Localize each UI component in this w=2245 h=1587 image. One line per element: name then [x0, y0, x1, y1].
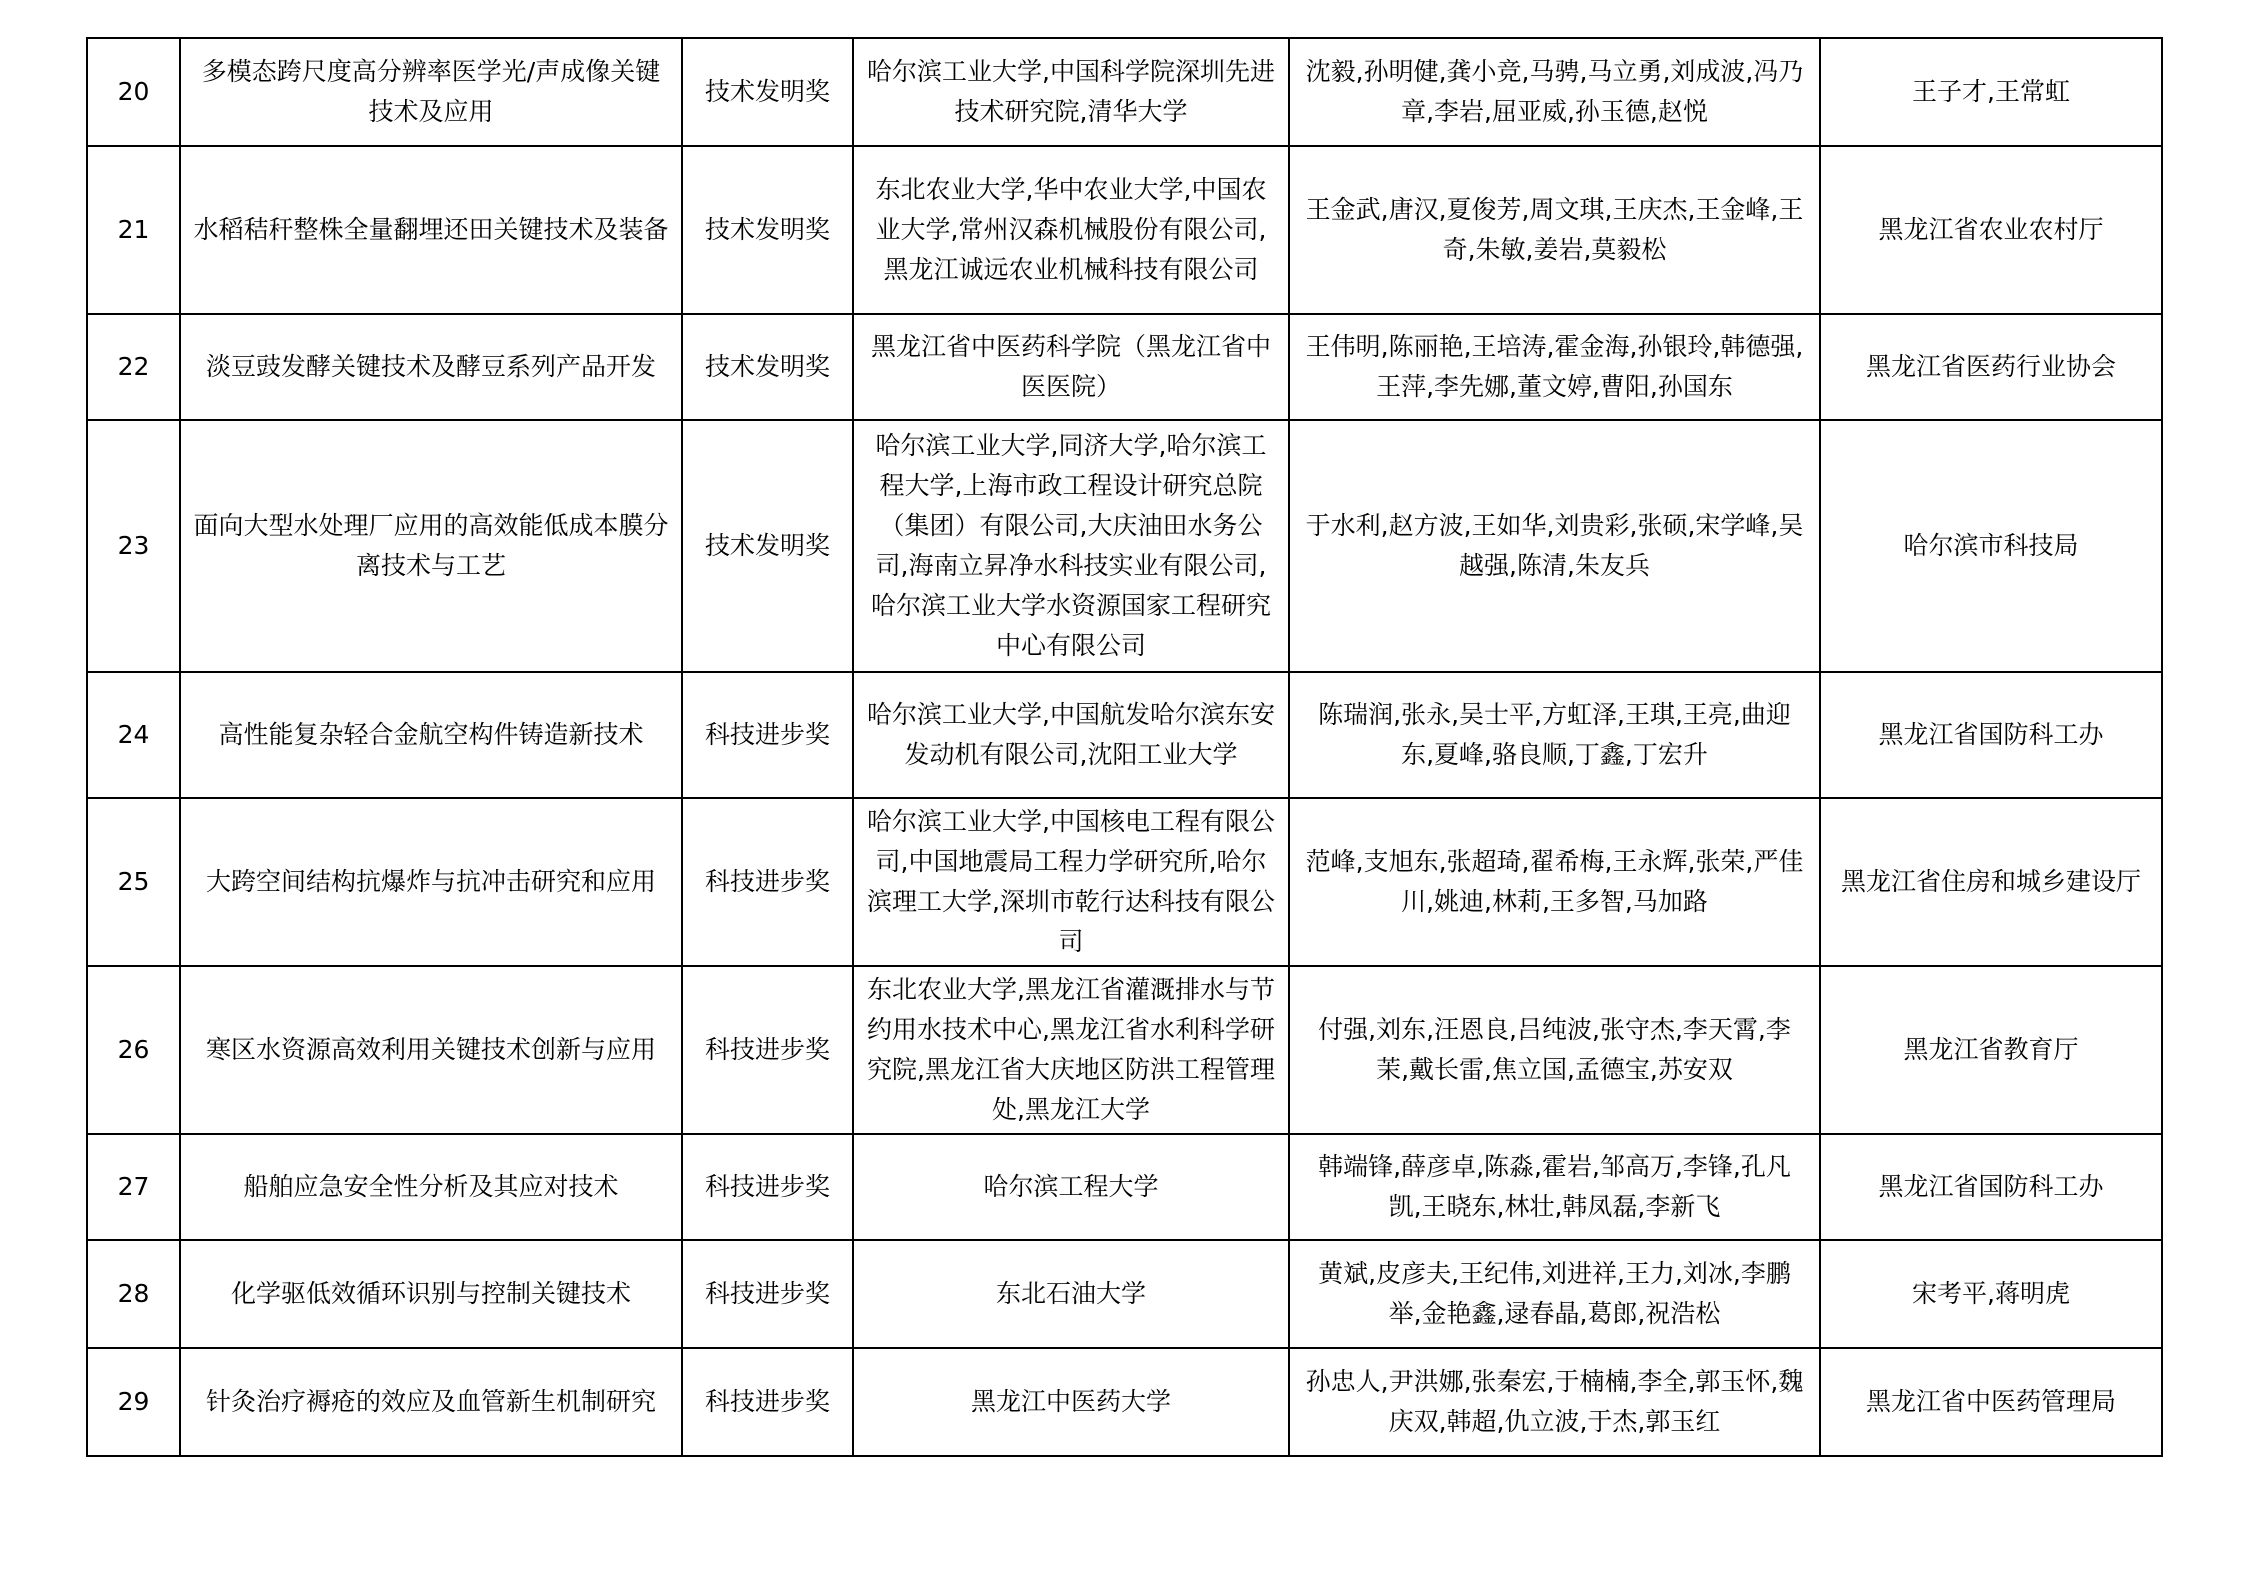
cell-nominator: 哈尔滨市科技局: [1820, 420, 2162, 672]
cell-project-name: 大跨空间结构抗爆炸与抗冲击研究和应用: [180, 798, 682, 966]
cell-completing-units: 黑龙江中医药大学: [853, 1348, 1289, 1456]
cell-nominator: 王子才,王常虹: [1820, 38, 2162, 146]
cell-number: 27: [87, 1134, 180, 1240]
cell-completing-persons: 韩端锋,薛彦卓,陈淼,霍岩,邹高万,李锋,孔凡凯,王晓东,林壮,韩凤磊,李新飞: [1289, 1134, 1820, 1240]
cell-project-name: 水稻秸秆整株全量翻埋还田关键技术及装备: [180, 146, 682, 314]
cell-nominator: 黑龙江省医药行业协会: [1820, 314, 2162, 420]
cell-completing-units: 哈尔滨工业大学,中国航发哈尔滨东安发动机有限公司,沈阳工业大学: [853, 672, 1289, 798]
table-row: [87, 1348, 2162, 1456]
table-row: [87, 966, 2162, 1134]
cell-nominator: 黑龙江省农业农村厅: [1820, 146, 2162, 314]
cell-completing-persons: 沈毅,孙明健,龚小竞,马骋,马立勇,刘成波,冯乃章,李岩,屈亚威,孙玉德,赵悦: [1289, 38, 1820, 146]
cell-completing-units: 哈尔滨工程大学: [853, 1134, 1289, 1240]
cell-award-type: 科技进步奖: [682, 1348, 853, 1456]
cell-completing-persons: 于水利,赵方波,王如华,刘贵彩,张硕,宋学峰,吴越强,陈清,朱友兵: [1289, 420, 1820, 672]
cell-completing-units: 东北石油大学: [853, 1240, 1289, 1348]
table-row: [87, 38, 2162, 146]
awards-table: [86, 37, 2163, 1457]
cell-nominator: 黑龙江省国防科工办: [1820, 1134, 2162, 1240]
cell-completing-units: 哈尔滨工业大学,同济大学,哈尔滨工程大学,上海市政工程设计研究总院（集团）有限公司,大庆油田水务公司,海南立昇净水科技实业有限公司,哈尔滨工业大学水资源国家工程研究中心有限公司: [853, 420, 1289, 672]
table-row: [87, 314, 2162, 420]
cell-completing-persons: 陈瑞润,张永,吴士平,方虹泽,王琪,王亮,曲迎东,夏峰,骆良顺,丁鑫,丁宏升: [1289, 672, 1820, 798]
cell-award-type: 科技进步奖: [682, 798, 853, 966]
cell-number: 29: [87, 1348, 180, 1456]
cell-project-name: 淡豆豉发酵关键技术及酵豆系列产品开发: [180, 314, 682, 420]
cell-completing-persons: 王金武,唐汉,夏俊芳,周文琪,王庆杰,王金峰,王奇,朱敏,姜岩,莫毅松: [1289, 146, 1820, 314]
table-row: [87, 146, 2162, 314]
cell-number: 24: [87, 672, 180, 798]
table-row: [87, 672, 2162, 798]
cell-award-type: 科技进步奖: [682, 966, 853, 1134]
table-row: [87, 1134, 2162, 1240]
cell-award-type: 技术发明奖: [682, 420, 853, 672]
cell-nominator: 宋考平,蒋明虎: [1820, 1240, 2162, 1348]
cell-award-type: 科技进步奖: [682, 672, 853, 798]
cell-project-name: 高性能复杂轻合金航空构件铸造新技术: [180, 672, 682, 798]
cell-completing-persons: 范峰,支旭东,张超琦,翟希梅,王永辉,张荣,严佳川,姚迪,林莉,王多智,马加路: [1289, 798, 1820, 966]
cell-nominator: 黑龙江省中医药管理局: [1820, 1348, 2162, 1456]
cell-number: 26: [87, 966, 180, 1134]
cell-completing-persons: 付强,刘东,汪恩良,吕纯波,张守杰,李天霄,李茉,戴长雷,焦立国,孟德宝,苏安双: [1289, 966, 1820, 1134]
cell-nominator: 黑龙江省住房和城乡建设厅: [1820, 798, 2162, 966]
cell-nominator: 黑龙江省教育厅: [1820, 966, 2162, 1134]
cell-completing-persons: 王伟明,陈丽艳,王培涛,霍金海,孙银玲,韩德强,王萍,李先娜,董文婷,曹阳,孙国东: [1289, 314, 1820, 420]
cell-project-name: 面向大型水处理厂应用的高效能低成本膜分离技术与工艺: [180, 420, 682, 672]
cell-completing-units: 哈尔滨工业大学,中国核电工程有限公司,中国地震局工程力学研究所,哈尔滨理工大学,深圳市乾行达科技有限公司: [853, 798, 1289, 966]
cell-number: 20: [87, 38, 180, 146]
cell-project-name: 寒区水资源高效利用关键技术创新与应用: [180, 966, 682, 1134]
cell-award-type: 技术发明奖: [682, 314, 853, 420]
cell-completing-persons: 孙忠人,尹洪娜,张秦宏,于楠楠,李全,郭玉怀,魏庆双,韩超,仇立波,于杰,郭玉红: [1289, 1348, 1820, 1456]
cell-number: 25: [87, 798, 180, 966]
cell-number: 28: [87, 1240, 180, 1348]
cell-completing-units: 哈尔滨工业大学,中国科学院深圳先进技术研究院,清华大学: [853, 38, 1289, 146]
cell-completing-units: 黑龙江省中医药科学院（黑龙江省中医医院）: [853, 314, 1289, 420]
cell-number: 23: [87, 420, 180, 672]
cell-project-name: 化学驱低效循环识别与控制关键技术: [180, 1240, 682, 1348]
cell-project-name: 船舶应急安全性分析及其应对技术: [180, 1134, 682, 1240]
cell-award-type: 技术发明奖: [682, 38, 853, 146]
cell-project-name: 针灸治疗褥疮的效应及血管新生机制研究: [180, 1348, 682, 1456]
table-body: [87, 38, 2162, 1456]
cell-number: 22: [87, 314, 180, 420]
cell-project-name: 多模态跨尺度高分辨率医学光/声成像关键技术及应用: [180, 38, 682, 146]
cell-number: 21: [87, 146, 180, 314]
table-row: [87, 1240, 2162, 1348]
cell-award-type: 科技进步奖: [682, 1240, 853, 1348]
table-row: [87, 798, 2162, 966]
cell-completing-persons: 黄斌,皮彦夫,王纪伟,刘进祥,王力,刘冰,李鹏举,金艳鑫,逯春晶,葛郎,祝浩松: [1289, 1240, 1820, 1348]
cell-award-type: 技术发明奖: [682, 146, 853, 314]
cell-completing-units: 东北农业大学,华中农业大学,中国农业大学,常州汉森机械股份有限公司,黑龙江诚远农业机械科技有限公司: [853, 146, 1289, 314]
cell-award-type: 科技进步奖: [682, 1134, 853, 1240]
cell-completing-units: 东北农业大学,黑龙江省灌溉排水与节约用水技术中心,黑龙江省水利科学研究院,黑龙江省大庆地区防洪工程管理处,黑龙江大学: [853, 966, 1289, 1134]
table-row: [87, 420, 2162, 672]
cell-nominator: 黑龙江省国防科工办: [1820, 672, 2162, 798]
